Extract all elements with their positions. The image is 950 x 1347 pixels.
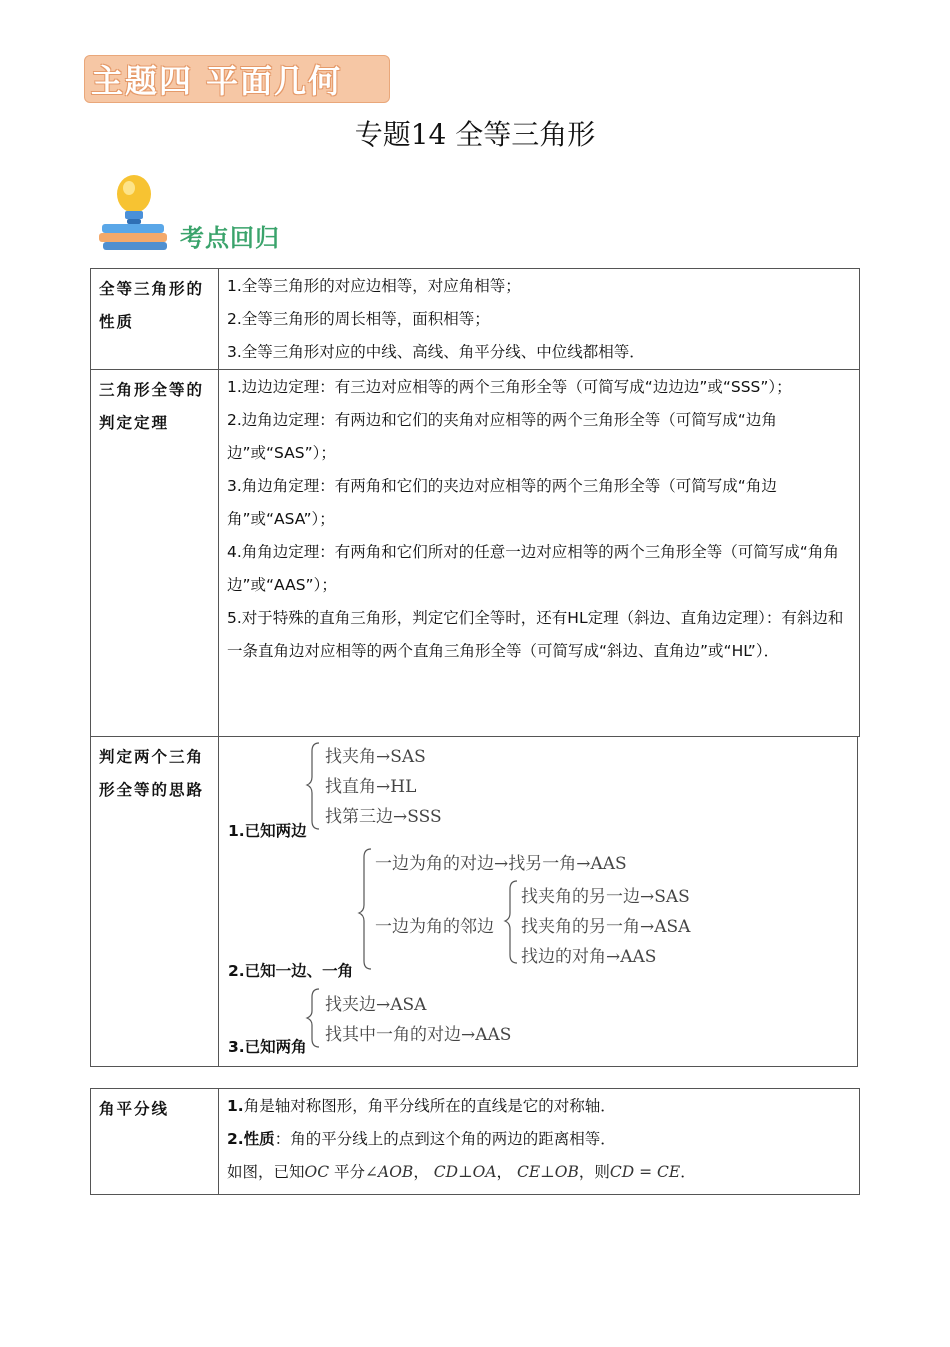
math-expr: CE⊥OB [517,1163,579,1181]
branch-text: 找其中一角的对边→AAS [325,1025,512,1045]
row-content [219,370,860,737]
branch-text: 找边的对角→AAS [521,947,657,967]
list-item: 2.全等三角形的周长相等，面积相等； [227,310,490,328]
branch-text: 找第三边→SSS [325,807,442,827]
item-text: ， [496,1163,513,1181]
bisector-table [90,1088,860,1195]
banner-text: 主题四 平面几何 [91,62,343,100]
section-label: 考点回归 [180,224,280,252]
math-expr: CD⊥OA [433,1163,497,1181]
item-text: ． [680,1163,696,1181]
item-key: 1. [227,1097,244,1115]
list-item: 1.边边边定理：有三边对应相等的两个三角形全等（可简写成“边边边”或“SSS”）； [227,378,792,396]
list-item: 2.边角边定理：有两边和它们的夹角对应相等的两个三角形全等（可简写成“边角边”或“SAS”）； [227,411,777,462]
branch-text: 找夹角的另一边→SAS [521,887,690,907]
table-row [91,1089,860,1195]
branch-text: 找直角→HL [325,777,417,797]
page-title: 专题14 全等三角形 [354,118,596,151]
row-label: 全等三角形的性质 [91,269,219,370]
table-row [91,269,860,370]
row-label: 三角形全等的判定定理 [91,370,219,737]
item-text: 平分 [334,1163,366,1181]
branch-text: 找夹角的另一角→ASA [521,917,691,937]
mind-map [219,737,858,1067]
list-item: 4.角角边定理：有两角和它们所对的任意一边对应相等的两个三角形全等（可简写成“角角边”或“AAS”）； [227,543,839,594]
item-text: 角是轴对称图形，角平分线所在的直线是它的对称轴． [243,1097,616,1115]
list-item: 3.全等三角形对应的中线、高线、角平分线、中位线都相等． [227,343,645,361]
item-text: ， [413,1163,429,1181]
math-expr: OC [304,1163,330,1181]
branch-text: 一边为角的对边→找另一角→AAS [375,854,627,874]
table-row [91,737,858,1067]
case-label: 1.已知两边 [228,822,307,840]
topic-banner [84,55,390,103]
item-text: ：角的平分线上的点到这个角的两边的距离相等． [274,1130,616,1148]
list-item: 5.对于特殊的直角三角形，判定它们全等时，还有HL定理（斜边、直角边定理）：有斜边和一条直角边对应相等的两个直角三角形全等（可简写成“斜边、直角边”或“HL”）． [227,609,844,660]
item-text: ，则 [578,1163,610,1181]
list-item: 3.角边角定理：有两角和它们的夹边对应相等的两个三角形全等（可简写成“角边角”或“ASA”）； [227,477,777,528]
list-item [227,1090,851,1123]
table-row [91,370,860,737]
item-text: 如图，已知 [227,1163,305,1181]
branch-text: 找夹边→ASA [325,995,427,1015]
branch-text: 一边为角的邻边 [375,917,494,937]
row-content [219,269,860,370]
case-label: 2.已知一边、一角 [228,962,354,980]
row-content [219,1089,860,1195]
item-key: 2.性质 [227,1130,275,1148]
row-label: 判定两个三角形全等的思路 [91,737,219,1067]
ideas-table [90,736,858,1067]
properties-table [90,268,860,737]
list-item [227,1123,851,1156]
case-label: 3.已知两角 [228,1038,307,1056]
branch-text: 找夹角→SAS [325,747,426,767]
list-item [227,1156,851,1189]
row-label: 角平分线 [91,1089,219,1195]
list-item: 1.全等三角形的对应边相等，对应角相等； [227,277,521,295]
math-expr: ∠AOB [365,1163,414,1181]
math-expr: CD = CE [609,1163,681,1181]
